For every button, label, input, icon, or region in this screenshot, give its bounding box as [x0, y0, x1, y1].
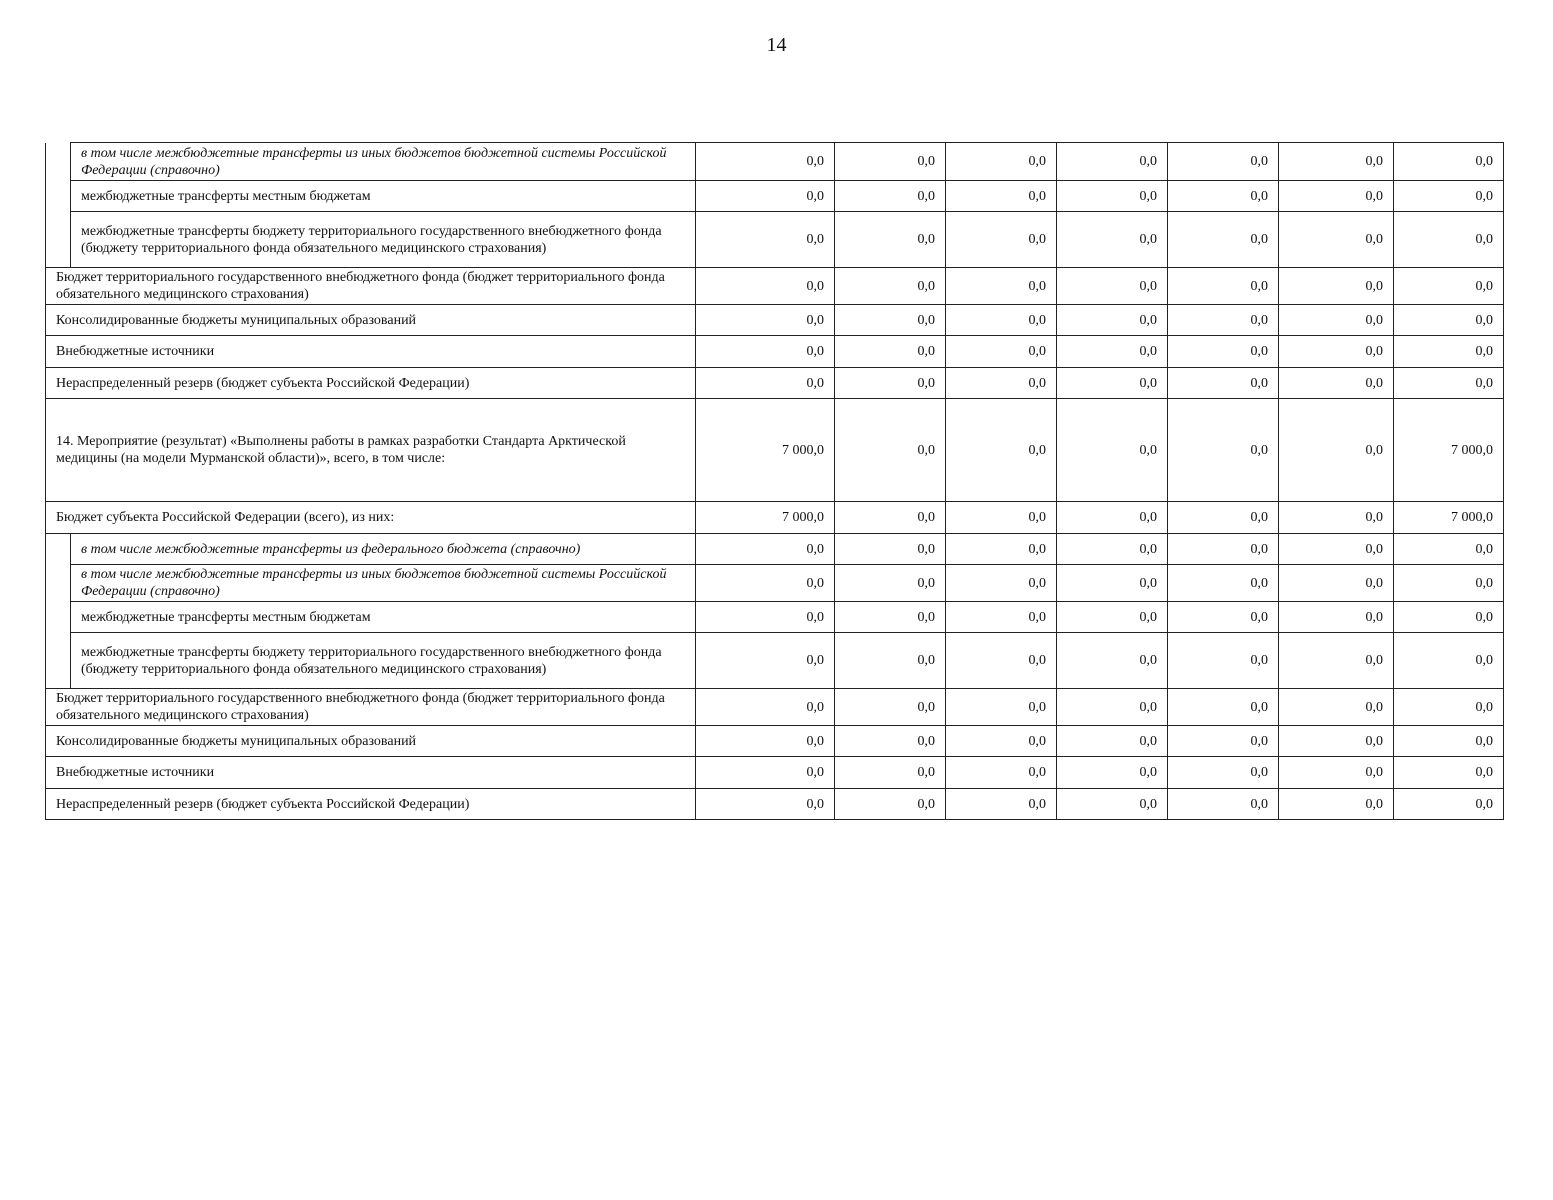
- row-indent: [46, 181, 71, 212]
- table-row: [46, 633, 1504, 689]
- value-cell: 0,0: [1057, 789, 1168, 820]
- value-cell: 0,0: [946, 789, 1057, 820]
- value-cell: 0,0: [946, 268, 1057, 305]
- value-cell: 0,0: [696, 789, 835, 820]
- row-indent: [46, 633, 71, 689]
- value-cell: 0,0: [1168, 689, 1279, 726]
- value-cell: 0,0: [835, 789, 946, 820]
- table-row: [46, 305, 1504, 336]
- value-cell: 0,0: [1168, 368, 1279, 399]
- value-cell: 0,0: [696, 268, 835, 305]
- row-indent: [46, 602, 71, 633]
- value-cell: 0,0: [835, 726, 946, 757]
- row-label: в том числе межбюджетные трансферты из иных бюджетов бюджетной системы Российской Федерации (справочно): [71, 143, 696, 181]
- value-cell: 0,0: [1057, 399, 1168, 502]
- value-cell: 0,0: [946, 689, 1057, 726]
- row-label: межбюджетные трансферты местным бюджетам: [71, 181, 696, 212]
- value-cell: 0,0: [835, 689, 946, 726]
- value-cell: 0,0: [696, 689, 835, 726]
- value-cell: 0,0: [1168, 336, 1279, 368]
- value-cell: 0,0: [1057, 368, 1168, 399]
- value-cell: 0,0: [1168, 212, 1279, 268]
- row-label: Нераспределенный резерв (бюджет субъекта Российской Федерации): [46, 789, 696, 820]
- value-cell: 0,0: [1057, 602, 1168, 633]
- value-cell: 0,0: [835, 336, 946, 368]
- value-cell: 0,0: [946, 602, 1057, 633]
- value-cell: 0,0: [1279, 399, 1394, 502]
- value-cell: 0,0: [696, 368, 835, 399]
- value-cell: 0,0: [1168, 268, 1279, 305]
- value-cell: 0,0: [1279, 212, 1394, 268]
- value-cell: 0,0: [1057, 633, 1168, 689]
- row-label: межбюджетные трансферты бюджету территориального государственного внебюджетного фонда (бюджету территориального фонда обязательного медицинского страхования): [71, 633, 696, 689]
- value-cell: 0,0: [1057, 757, 1168, 789]
- value-cell: 0,0: [1394, 212, 1504, 268]
- value-cell: 0,0: [1394, 305, 1504, 336]
- value-cell: 0,0: [1279, 268, 1394, 305]
- value-cell: 0,0: [835, 212, 946, 268]
- row-label: Нераспределенный резерв (бюджет субъекта Российской Федерации): [46, 368, 696, 399]
- value-cell: 0,0: [1168, 757, 1279, 789]
- value-cell: 0,0: [835, 534, 946, 565]
- value-cell: 0,0: [835, 305, 946, 336]
- value-cell: 0,0: [696, 726, 835, 757]
- value-cell: 0,0: [1168, 602, 1279, 633]
- value-cell: 0,0: [1279, 502, 1394, 534]
- value-cell: 0,0: [1057, 181, 1168, 212]
- table-row: [46, 565, 1504, 602]
- value-cell: 0,0: [946, 502, 1057, 534]
- table-row: [46, 368, 1504, 399]
- value-cell: 7 000,0: [1394, 502, 1504, 534]
- table-row: [46, 336, 1504, 368]
- value-cell: 0,0: [1057, 143, 1168, 181]
- value-cell: 0,0: [835, 757, 946, 789]
- value-cell: 0,0: [1168, 726, 1279, 757]
- value-cell: 0,0: [696, 181, 835, 212]
- row-label: Бюджет субъекта Российской Федерации (всего), из них:: [46, 502, 696, 534]
- value-cell: 0,0: [696, 757, 835, 789]
- value-cell: 0,0: [696, 143, 835, 181]
- row-label: межбюджетные трансферты местным бюджетам: [71, 602, 696, 633]
- value-cell: 0,0: [1394, 565, 1504, 602]
- value-cell: 0,0: [1057, 305, 1168, 336]
- value-cell: 0,0: [946, 757, 1057, 789]
- value-cell: 0,0: [1279, 305, 1394, 336]
- value-cell: 0,0: [1394, 534, 1504, 565]
- value-cell: 0,0: [1168, 633, 1279, 689]
- value-cell: 0,0: [946, 726, 1057, 757]
- value-cell: 0,0: [946, 368, 1057, 399]
- value-cell: 0,0: [1057, 534, 1168, 565]
- value-cell: 7 000,0: [696, 502, 835, 534]
- row-label: Внебюджетные источники: [46, 757, 696, 789]
- budget-table-body: [46, 143, 1504, 820]
- value-cell: 0,0: [946, 143, 1057, 181]
- value-cell: 0,0: [835, 143, 946, 181]
- row-label: Бюджет территориального государственного внебюджетного фонда (бюджет территориального фонда обязательного медицинского страхования): [46, 268, 696, 305]
- value-cell: 0,0: [1279, 633, 1394, 689]
- value-cell: 0,0: [946, 399, 1057, 502]
- value-cell: 0,0: [1394, 368, 1504, 399]
- row-label: Бюджет территориального государственного внебюджетного фонда (бюджет территориального фонда обязательного медицинского страхования): [46, 689, 696, 726]
- value-cell: 0,0: [1057, 726, 1168, 757]
- table-row: [46, 268, 1504, 305]
- value-cell: 0,0: [1279, 534, 1394, 565]
- value-cell: 0,0: [1057, 565, 1168, 602]
- table-row: [46, 689, 1504, 726]
- value-cell: 0,0: [1057, 502, 1168, 534]
- value-cell: 0,0: [1279, 565, 1394, 602]
- value-cell: 0,0: [1279, 143, 1394, 181]
- table-row: [46, 726, 1504, 757]
- value-cell: 0,0: [946, 212, 1057, 268]
- value-cell: 0,0: [696, 212, 835, 268]
- value-cell: 0,0: [946, 305, 1057, 336]
- value-cell: 0,0: [1168, 399, 1279, 502]
- table-row: [46, 789, 1504, 820]
- value-cell: 0,0: [835, 502, 946, 534]
- budget-table: [45, 142, 1504, 820]
- row-indent: [46, 212, 71, 268]
- page-number: 14: [766, 34, 787, 56]
- value-cell: 0,0: [1394, 757, 1504, 789]
- value-cell: 0,0: [1057, 268, 1168, 305]
- value-cell: 0,0: [1279, 757, 1394, 789]
- value-cell: 0,0: [1394, 789, 1504, 820]
- value-cell: 0,0: [1279, 368, 1394, 399]
- value-cell: 0,0: [1168, 143, 1279, 181]
- value-cell: 0,0: [1279, 181, 1394, 212]
- table-row: [46, 212, 1504, 268]
- value-cell: 0,0: [696, 602, 835, 633]
- row-indent: [46, 534, 71, 565]
- value-cell: 0,0: [1394, 336, 1504, 368]
- row-label: межбюджетные трансферты бюджету территориального государственного внебюджетного фонда (бюджету территориального фонда обязательного медицинского страхования): [71, 212, 696, 268]
- value-cell: 0,0: [835, 368, 946, 399]
- row-label: Внебюджетные источники: [46, 336, 696, 368]
- value-cell: 0,0: [1394, 633, 1504, 689]
- value-cell: 0,0: [946, 336, 1057, 368]
- value-cell: 0,0: [696, 534, 835, 565]
- table-row: [46, 757, 1504, 789]
- value-cell: 0,0: [1394, 268, 1504, 305]
- value-cell: 0,0: [1394, 143, 1504, 181]
- table-row: [46, 181, 1504, 212]
- row-indent: [46, 565, 71, 602]
- value-cell: 0,0: [835, 399, 946, 502]
- value-cell: 0,0: [946, 565, 1057, 602]
- row-label: 14. Мероприятие (результат) «Выполнены работы в рамках разработки Стандарта Арктической медицины (на модели Мурманской области)», всего, в том числе:: [46, 399, 696, 502]
- value-cell: 0,0: [1168, 181, 1279, 212]
- value-cell: 0,0: [1168, 305, 1279, 336]
- value-cell: 0,0: [835, 181, 946, 212]
- row-label: Консолидированные бюджеты муниципальных образований: [46, 305, 696, 336]
- value-cell: 0,0: [1394, 181, 1504, 212]
- value-cell: 0,0: [696, 633, 835, 689]
- value-cell: 0,0: [835, 268, 946, 305]
- table-row: [46, 502, 1504, 534]
- row-label: в том числе межбюджетные трансферты из федерального бюджета (справочно): [71, 534, 696, 565]
- value-cell: 0,0: [1279, 336, 1394, 368]
- table-row: [46, 143, 1504, 181]
- value-cell: 0,0: [1057, 689, 1168, 726]
- table-row: [46, 602, 1504, 633]
- value-cell: 0,0: [1279, 789, 1394, 820]
- value-cell: 0,0: [696, 305, 835, 336]
- value-cell: 0,0: [946, 181, 1057, 212]
- value-cell: 0,0: [1168, 534, 1279, 565]
- value-cell: 0,0: [1279, 689, 1394, 726]
- row-label: в том числе межбюджетные трансферты из иных бюджетов бюджетной системы Российской Федерации (справочно): [71, 565, 696, 602]
- value-cell: 0,0: [1279, 602, 1394, 633]
- value-cell: 0,0: [1168, 789, 1279, 820]
- row-label: Консолидированные бюджеты муниципальных образований: [46, 726, 696, 757]
- value-cell: 0,0: [946, 633, 1057, 689]
- value-cell: 0,0: [1394, 602, 1504, 633]
- value-cell: 0,0: [1057, 212, 1168, 268]
- value-cell: 0,0: [835, 633, 946, 689]
- table-row: [46, 399, 1504, 502]
- value-cell: 0,0: [835, 602, 946, 633]
- value-cell: 0,0: [1394, 726, 1504, 757]
- value-cell: 0,0: [1168, 502, 1279, 534]
- value-cell: 0,0: [1057, 336, 1168, 368]
- value-cell: 7 000,0: [1394, 399, 1504, 502]
- value-cell: 0,0: [835, 565, 946, 602]
- value-cell: 0,0: [946, 534, 1057, 565]
- value-cell: 0,0: [1168, 565, 1279, 602]
- row-indent: [46, 143, 71, 181]
- table-row: [46, 534, 1504, 565]
- value-cell: 7 000,0: [696, 399, 835, 502]
- value-cell: 0,0: [696, 336, 835, 368]
- value-cell: 0,0: [1394, 689, 1504, 726]
- value-cell: 0,0: [696, 565, 835, 602]
- value-cell: 0,0: [1279, 726, 1394, 757]
